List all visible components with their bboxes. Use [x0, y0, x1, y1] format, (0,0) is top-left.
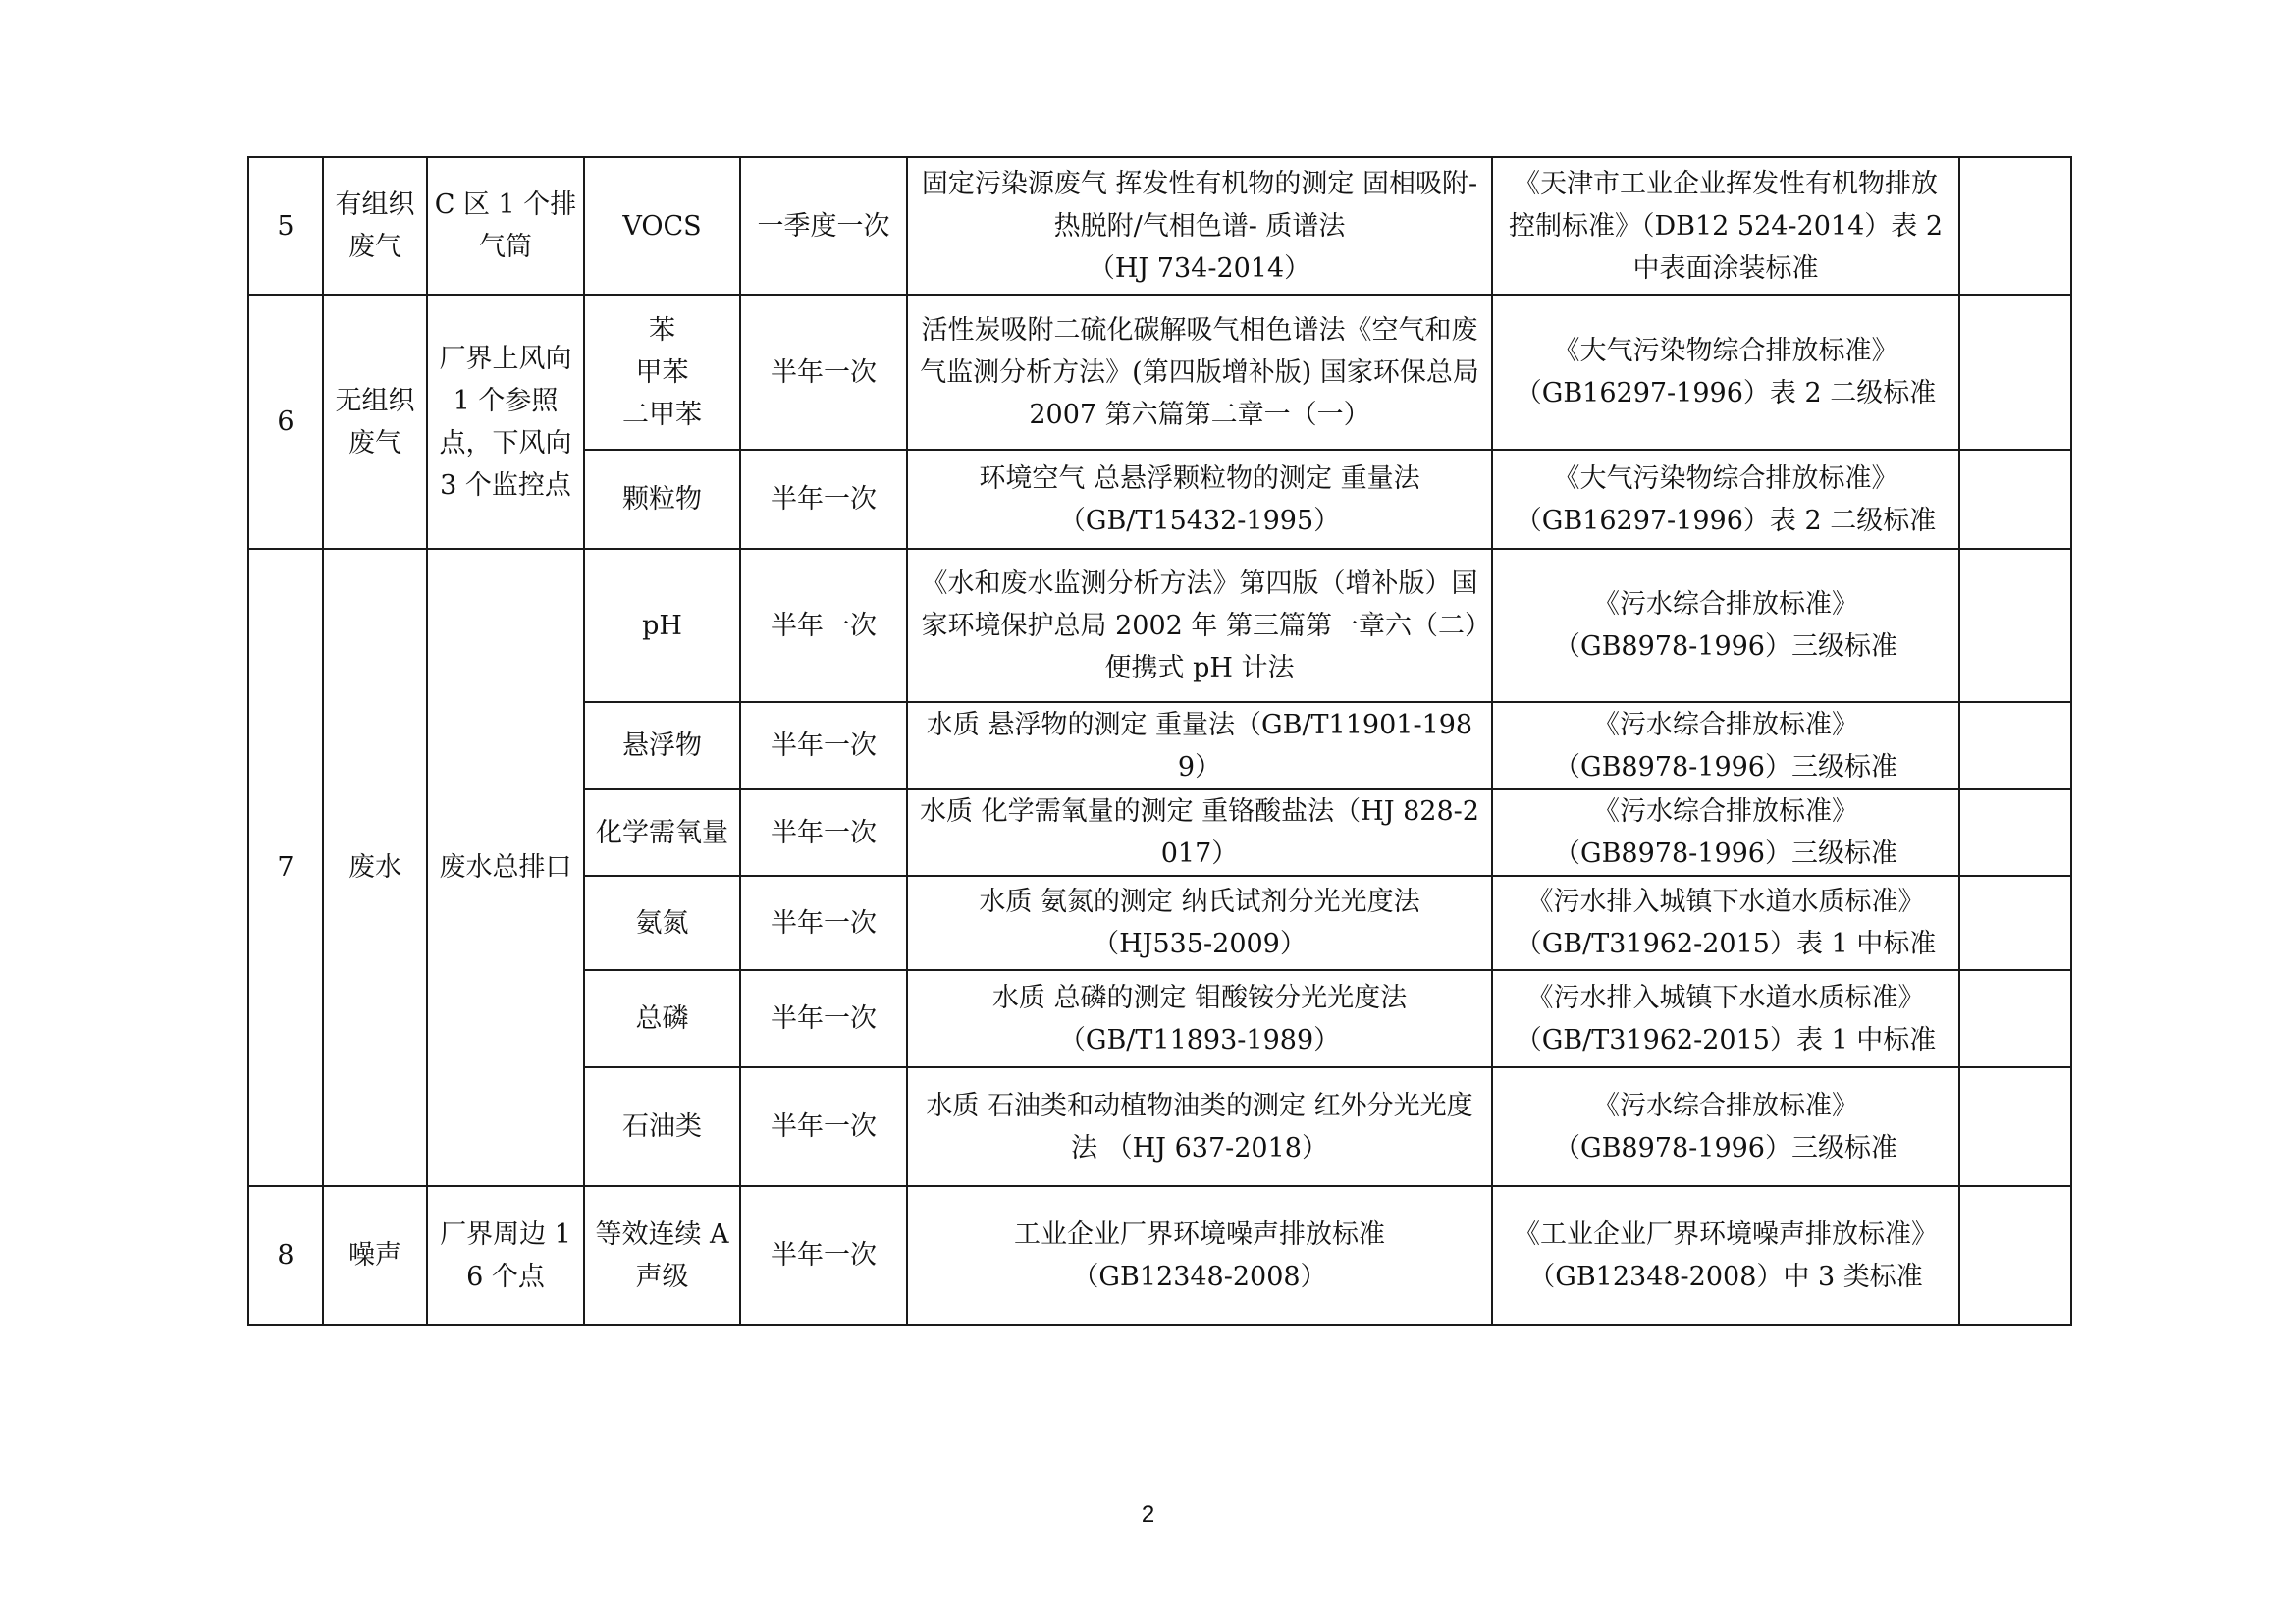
cell-standard: 《污水排入城镇下水道水质标准》 （GB/T31962-2015）表 1 中标准: [1492, 970, 1959, 1067]
table-row: [248, 1186, 2071, 1325]
cell-method: 环境空气 总悬浮颗粒物的测定 重量法 （GB/T15432-1995）: [907, 450, 1492, 549]
cell-frequency: 半年一次: [740, 702, 907, 789]
cell-no: 5: [248, 157, 323, 295]
cell-category: 无组织废气: [323, 295, 427, 549]
cell-no: 8: [248, 1186, 323, 1325]
monitoring-table: [247, 156, 2072, 1326]
cell-remark: [1959, 876, 2071, 970]
cell-method: 水质 化学需氧量的测定 重铬酸盐法（HJ 828-2017）: [907, 789, 1492, 876]
cell-remark: [1959, 1186, 2071, 1325]
cell-location: 厂界上风向 1 个参照点，下风向 3 个监控点: [427, 295, 584, 549]
cell-frequency: 半年一次: [740, 549, 907, 702]
cell-item: 悬浮物: [584, 702, 740, 789]
cell-method: 水质 石油类和动植物油类的测定 红外分光光度法 （HJ 637-2018）: [907, 1067, 1492, 1186]
cell-item: pH: [584, 549, 740, 702]
cell-item: 颗粒物: [584, 450, 740, 549]
cell-no: 7: [248, 549, 323, 1186]
cell-location: C 区 1 个排气筒: [427, 157, 584, 295]
cell-standard: 《天津市工业企业挥发性有机物排放控制标准》（DB12 524-2014）表 2 中表面涂装标准: [1492, 157, 1959, 295]
cell-method: 水质 悬浮物的测定 重量法（GB/T11901-1989）: [907, 702, 1492, 789]
cell-location: 厂界周边 16 个点: [427, 1186, 584, 1325]
cell-item: 化学需氧量: [584, 789, 740, 876]
cell-remark: [1959, 549, 2071, 702]
cell-location: 废水总排口: [427, 549, 584, 1186]
cell-standard: 《污水排入城镇下水道水质标准》 （GB/T31962-2015）表 1 中标准: [1492, 876, 1959, 970]
cell-remark: [1959, 789, 2071, 876]
cell-frequency: 半年一次: [740, 789, 907, 876]
cell-standard: 《污水综合排放标准》 （GB8978-1996）三级标准: [1492, 789, 1959, 876]
cell-frequency: 半年一次: [740, 970, 907, 1067]
cell-category: 有组织废气: [323, 157, 427, 295]
cell-remark: [1959, 1067, 2071, 1186]
cell-category: 噪声: [323, 1186, 427, 1325]
cell-method: 水质 氨氮的测定 纳氏试剂分光光度法 （HJ535-2009）: [907, 876, 1492, 970]
cell-remark: [1959, 157, 2071, 295]
cell-frequency: 半年一次: [740, 1067, 907, 1186]
cell-frequency: 半年一次: [740, 1186, 907, 1325]
cell-item: 石油类: [584, 1067, 740, 1186]
cell-method: 水质 总磷的测定 钼酸铵分光光度法 （GB/T11893-1989）: [907, 970, 1492, 1067]
cell-standard: 《大气污染物综合排放标准》 （GB16297-1996）表 2 二级标准: [1492, 295, 1959, 450]
cell-remark: [1959, 702, 2071, 789]
cell-remark: [1959, 295, 2071, 450]
cell-method: 工业企业厂界环境噪声排放标准 （GB12348-2008）: [907, 1186, 1492, 1325]
cell-method: 固定污染源废气 挥发性有机物的测定 固相吸附-热脱附/气相色谱- 质谱法 （HJ 734-2014）: [907, 157, 1492, 295]
cell-item: 总磷: [584, 970, 740, 1067]
table-row: [248, 157, 2071, 295]
cell-frequency: 一季度一次: [740, 157, 907, 295]
table-body: [248, 157, 2071, 1325]
page-number: 2: [1141, 1501, 1155, 1528]
cell-standard: 《污水综合排放标准》 （GB8978-1996）三级标准: [1492, 549, 1959, 702]
cell-standard: 《污水综合排放标准》 （GB8978-1996）三级标准: [1492, 702, 1959, 789]
cell-item: 等效连续 A 声级: [584, 1186, 740, 1325]
cell-item: VOCS: [584, 157, 740, 295]
cell-standard: 《大气污染物综合排放标准》 （GB16297-1996）表 2 二级标准: [1492, 450, 1959, 549]
cell-standard: 《工业企业厂界环境噪声排放标准》 （GB12348-2008）中 3 类标准: [1492, 1186, 1959, 1325]
cell-remark: [1959, 450, 2071, 549]
cell-remark: [1959, 970, 2071, 1067]
cell-standard: 《污水综合排放标准》 （GB8978-1996）三级标准: [1492, 1067, 1959, 1186]
cell-method: 活性炭吸附二硫化碳解吸气相色谱法《空气和废气监测分析方法》(第四版增补版) 国家环保总局 2007 第六篇第二章一（一）: [907, 295, 1492, 450]
cell-item: 氨氮: [584, 876, 740, 970]
cell-frequency: 半年一次: [740, 876, 907, 970]
cell-frequency: 半年一次: [740, 450, 907, 549]
table-row: [248, 295, 2071, 450]
cell-frequency: 半年一次: [740, 295, 907, 450]
cell-no: 6: [248, 295, 323, 549]
table-row: [248, 549, 2071, 702]
cell-category: 废水: [323, 549, 427, 1186]
cell-method: 《水和废水监测分析方法》第四版（增补版）国家环境保护总局 2002 年 第三篇第一章六（二）便携式 pH 计法: [907, 549, 1492, 702]
cell-item: 苯 甲苯 二甲苯: [584, 295, 740, 450]
